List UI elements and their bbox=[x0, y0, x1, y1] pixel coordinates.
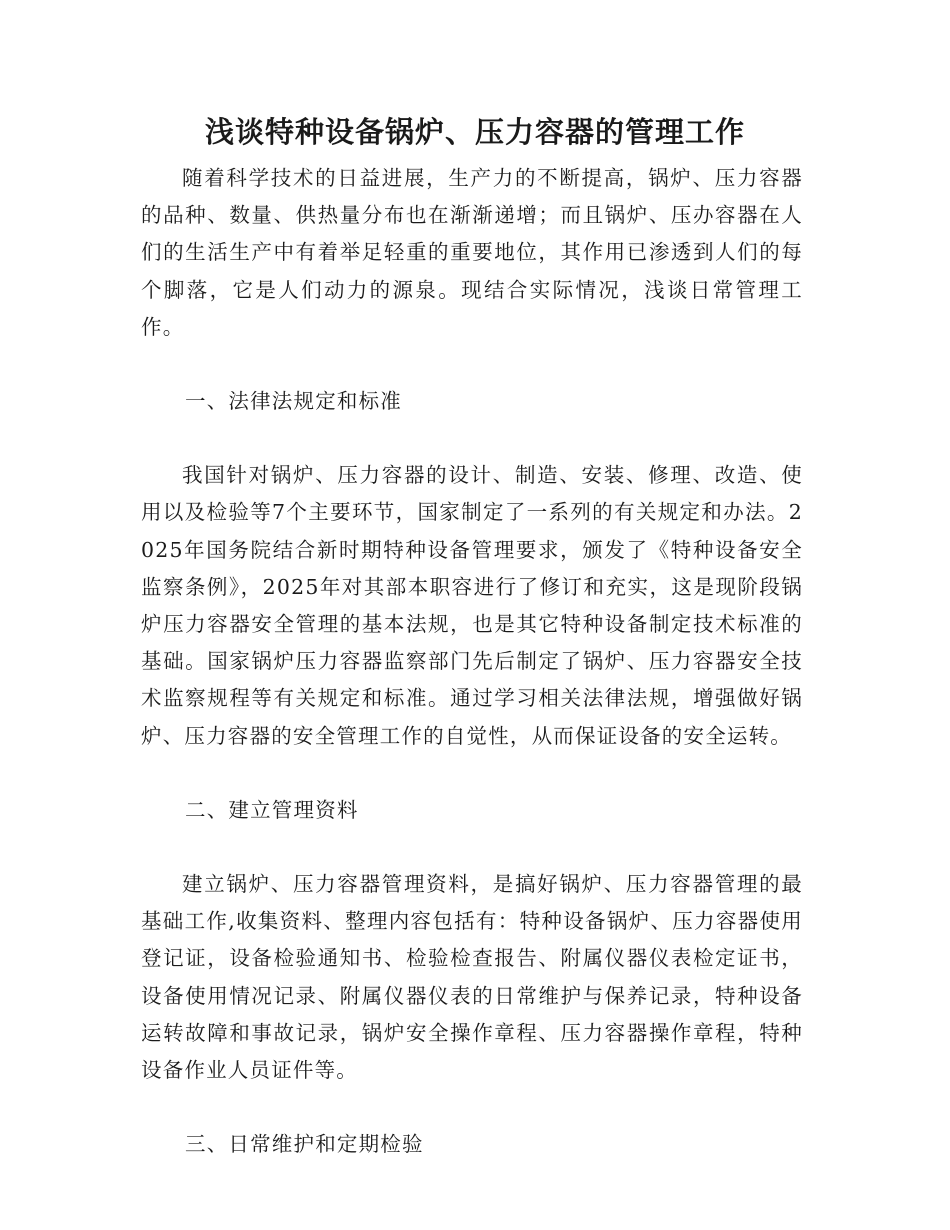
spacer bbox=[141, 1089, 803, 1126]
spacer bbox=[141, 755, 803, 792]
section-heading-3: 三、日常维护和定期检验 bbox=[185, 1132, 424, 1157]
section-heading-1: 一、法律法规定和标准 bbox=[185, 389, 402, 414]
section-body-1: 我国针对锅炉、压力容器的设计、制造、安装、修理、改造、使用以及检验等7个主要环节，国家制定了一系列的有关规定和办法。2025年国务院结合新时期特种设备管理要求，颁发了《特种设备安全监察条例》，2025年对其部本职容进行了修订和充实，这是现阶段锅炉压力容器安全管理的基本法规，也是其它特种设备制定技术标准的基础。国家锅炉压力容器监察部门先后制定了锅炉、压力容器安全技术监察规程等有关规定和标准。通过学习相关法律法规，增强做好锅炉、压力容器的安全管理工作的自觉性，从而保证设备的安全运转。 bbox=[141, 463, 803, 748]
section-body-2: 建立锅炉、压力容器管理资料，是搞好锅炉、压力容器管理的最基础工作,收集资料、整理内容包括有：特种设备锅炉、压力容器使用登记证，设备检验通知书、检验检查报告、附属仪器仪表检定证书，设备使用情况记录、附属仪器仪表的日常维护与保养记录，特种设备运转故障和事故记录，锅炉安全操作章程、压力容器操作章程，特种设备作业人员证件等。 bbox=[141, 872, 803, 1083]
spacer bbox=[141, 829, 803, 866]
document-title: 浅谈特种设备锅炉、压力容器的管理工作 bbox=[204, 115, 745, 149]
section-heading-2: 二、建立管理资料 bbox=[185, 797, 359, 822]
spacer bbox=[141, 420, 803, 457]
intro-paragraph: 随着科学技术的日益进展，生产力的不断提高，锅炉、压力容器的品种、数量、供热量分布也在渐渐递增；而且锅炉、压办容器在人们的生活生产中有着举足轻重的重要地位，其作用已渗透到人们的每个脚落，它是人们动力的源泉。现结合实际情况，浅谈日常管理工作。 bbox=[141, 166, 803, 339]
document-body bbox=[141, 160, 803, 1163]
spacer bbox=[141, 346, 803, 383]
